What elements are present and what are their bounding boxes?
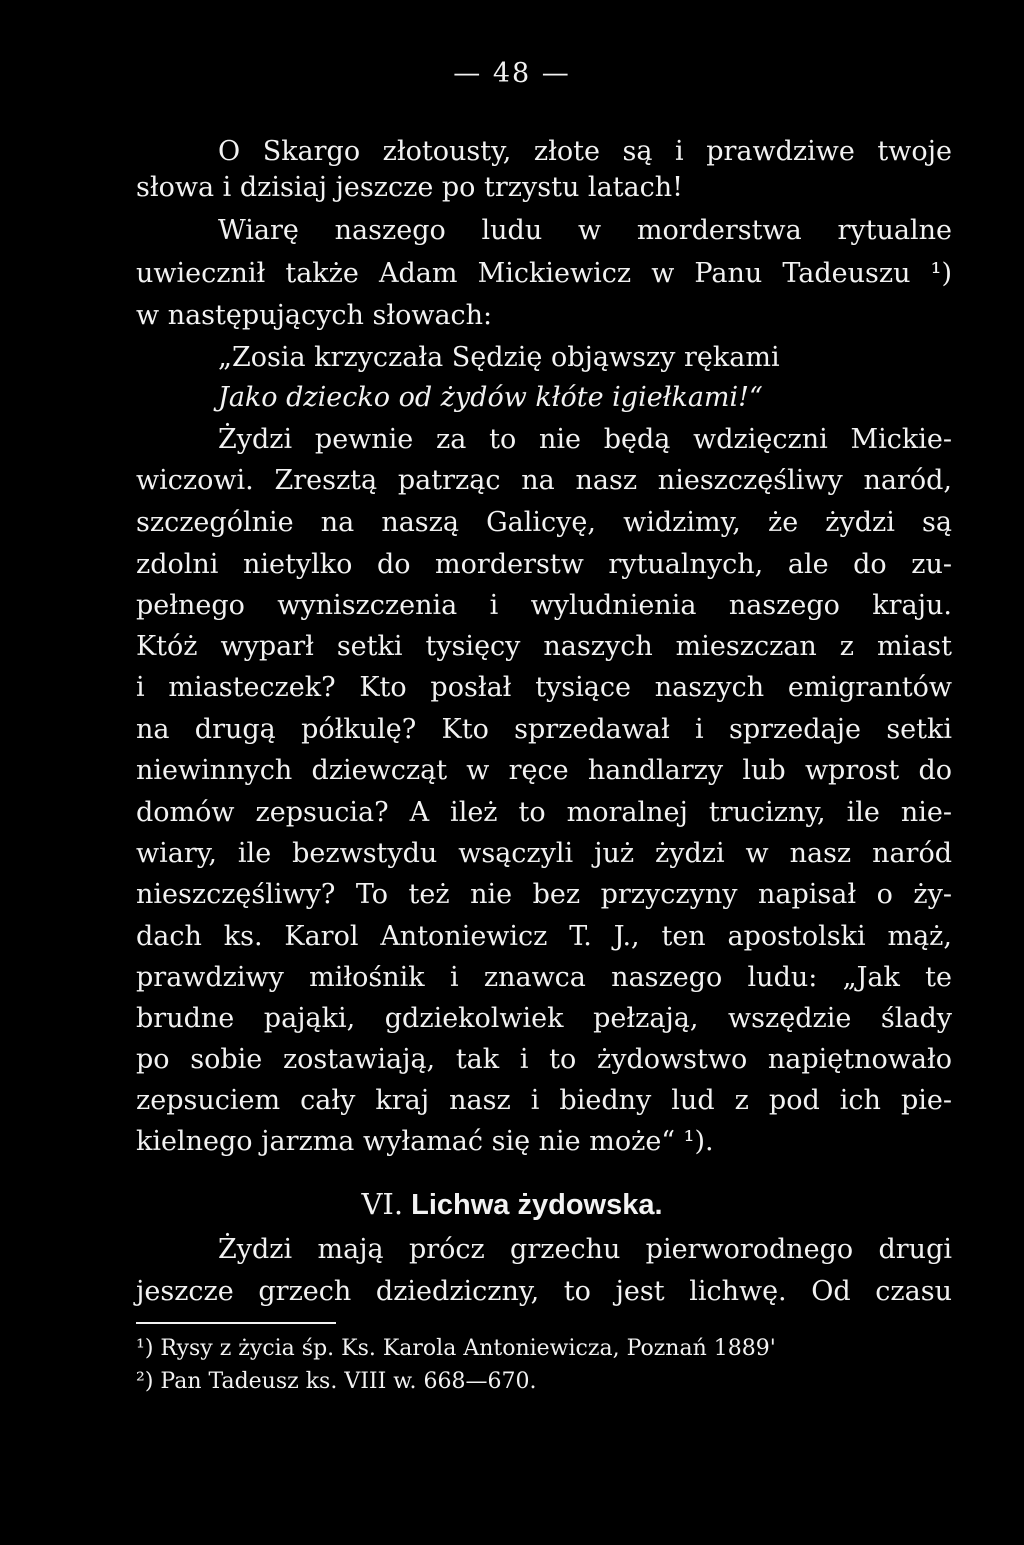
text-line: pełnego wyniszczenia i wyludnienia naszego kraju.	[136, 590, 952, 621]
text-line: po sobie zostawiają, tak i to żydowstwo napiętnowało	[136, 1044, 952, 1075]
text-line: zepsuciem cały kraj nasz i biedny lud z pod ich pie-	[136, 1085, 952, 1116]
text-line: Żydzi mają prócz grzechu pierworodnego drugi	[218, 1234, 952, 1265]
text-line: kielnego jarzma wyłamać się nie może“ ¹).	[136, 1126, 714, 1157]
page-number: — 48 —	[453, 58, 571, 89]
footnote-divider	[136, 1322, 336, 1324]
section-number: VI.	[361, 1187, 404, 1221]
text-line: i miasteczek? Kto posłał tysiące naszych emigrantów	[136, 672, 952, 703]
footnote: ¹) Rysy z życia śp. Ks. Karola Antoniewicza, Poznań 1889'	[136, 1336, 776, 1361]
text-line: na drugą półkulę? Kto sprzedawał i sprzedaje setki	[136, 714, 952, 745]
verse-line: „Zosia krzyczała Sędzię objąwszy rękami	[218, 342, 780, 373]
text-line: Wiarę naszego ludu w morderstwa rytualne	[218, 215, 952, 246]
text-line: niewinnych dziewcząt w ręce handlarzy lub wprost do	[136, 755, 952, 786]
text-line: słowa i dzisiaj jeszcze po trzystu latach!	[136, 172, 683, 203]
text-line: uwiecznił także Adam Mickiewicz w Panu Tadeuszu ¹)	[136, 258, 952, 289]
text-line: w następujących słowach:	[136, 300, 493, 331]
section-heading	[0, 1186, 1024, 1223]
footnote: ²) Pan Tadeusz ks. VIII w. 668—670.	[136, 1369, 537, 1394]
text-line: wiczowi. Zresztą patrząc na nasz nieszczęśliwy naród,	[136, 465, 952, 496]
text-line: brudne pająki, gdziekolwiek pełzają, wszędzie ślady	[136, 1003, 952, 1034]
text-line: dach ks. Karol Antoniewicz T. J., ten apostolski mąż,	[136, 921, 952, 952]
text-line: szczególnie na naszą Galicyę, widzimy, że żydzi są	[136, 507, 952, 538]
text-line: jeszcze grzech dziedziczny, to jest lichwę. Od czasu	[136, 1276, 952, 1307]
text-line: Żydzi pewnie za to nie będą wdzięczni Mickie-	[218, 424, 952, 455]
verse-line-italic: Jako dziecko od żydów kłóte igiełkami!“	[218, 382, 763, 413]
text-line: O Skargo złotousty, złote są i prawdziwe twoje	[218, 136, 952, 167]
text-line: prawdziwy miłośnik i znawca naszego ludu: „Jak te	[136, 962, 952, 993]
text-line: domów zepsucia? A ileż to moralnej trucizny, ile nie-	[136, 797, 952, 828]
text-line: Któż wyparł setki tysięcy naszych mieszczan z miast	[136, 631, 952, 662]
text-line: wiary, ile bezwstydu wsączyli już żydzi w nasz naród	[136, 838, 952, 869]
text-line: nieszczęśliwy? To też nie bez przyczyny napisał o ży-	[136, 879, 952, 910]
text-line: zdolni nietylko do morderstw rytualnych, ale do zu-	[136, 549, 952, 580]
section-title: Lichwa żydowska.	[411, 1189, 663, 1221]
